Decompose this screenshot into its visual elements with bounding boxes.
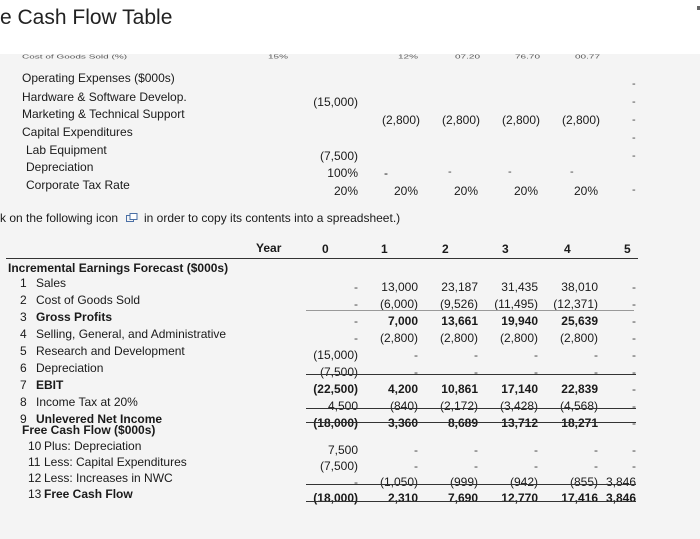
cell-value: (2,800) [439,331,478,345]
cut-row-value: 12% [398,54,419,61]
year-header: 5 [624,242,631,256]
cell-value: 13,661 [441,314,478,328]
row-label: Free Cash Flow [44,487,133,501]
cell-value: - [534,348,538,362]
assumption-value: (2,800) [501,113,540,127]
cell-value: (18,000) [313,416,358,430]
row-label: Depreciation [36,361,104,375]
cell-value: 22,839 [561,382,598,396]
fcf-section-title: Free Cash Flow ($000s) [22,423,156,437]
assumption-label: Depreciation [26,160,94,174]
subtotal-rule [306,374,636,375]
instruction-text-after: in order to copy its contents into a spreadsheet.) [144,211,401,225]
subtotal-rule [306,422,636,423]
assumption-label: Operating Expenses ($000s) [22,71,175,85]
assumption-label: Hardware & Software Develop. [22,90,187,104]
cell-value: 18,271 [561,416,598,430]
cell-value: 3,846 [605,491,636,505]
cell-value: - [474,348,478,362]
cell-value: (7,500) [319,459,358,473]
section-title: Incremental Earnings Forecast ($000s) [8,261,229,275]
row-number: 3 [20,310,27,324]
cell-value: - [414,365,418,379]
cell-value: 23,187 [441,280,478,294]
row-label: Selling, General, and Administrative [36,327,227,341]
assumption-value: (2,800) [441,113,480,127]
cell-value: - [632,399,636,413]
cell-value: - [632,459,636,473]
row-label: Gross Profits [36,310,113,324]
assumption-value: (2,800) [381,113,420,127]
row-label: EBIT [36,378,64,392]
copy-icon[interactable] [126,213,138,223]
cell-value: - [534,459,538,473]
assumption-value: 20% [513,184,538,198]
cell-value: - [632,416,636,430]
cell-value: - [354,314,358,328]
cell-value: (12,371) [553,297,598,311]
cell-value: - [414,348,418,362]
row-number: 8 [20,395,27,409]
cell-value: 4,500 [327,399,358,413]
assumption-label: Marketing & Technical Support [22,107,185,121]
assumption-value: 20% [393,184,418,198]
page-title: e Cash Flow Table [0,6,173,29]
cell-value: 13,712 [501,416,538,430]
subtotal-rule [306,484,636,485]
cell-value: (999) [449,475,478,489]
row-number: 6 [20,361,27,375]
row-number: 4 [20,327,27,341]
cell-value: - [354,280,358,294]
assumption-value: (2,800) [561,113,600,127]
cell-value: - [594,459,598,473]
cell-value: 31,435 [501,280,538,294]
cell-value: 8,689 [447,416,478,430]
cell-value: (2,800) [379,331,418,345]
cell-value: - [354,475,358,489]
cell-value: - [594,348,598,362]
cell-value: 25,639 [561,314,598,328]
cell-value: 19,940 [501,314,538,328]
cell-value: 17,140 [501,382,538,396]
cell-value: (942) [509,475,538,489]
header-rule [6,258,638,259]
row-number: 1 [20,276,27,290]
cell-value: (840) [389,399,418,413]
cell-value: - [632,314,636,328]
row-label: Income Tax at 20% [36,395,138,409]
assumption-value: 20% [573,184,598,198]
cell-value: 7,000 [387,314,418,328]
cell-value: - [534,443,538,457]
row-number: 9 [20,412,27,426]
cell-value: (7,500) [319,365,358,379]
cell-value: 13,000 [381,280,418,294]
cell-value: 38,010 [561,280,598,294]
assumption-value: 20% [333,184,358,198]
assumption-label: Capital Expenditures [22,125,133,139]
assumption-value: 100% [327,166,358,180]
row-label: Cost of Goods Sold [36,293,141,307]
assumption-value: (15,000) [313,95,358,109]
cut-row-value: 76.70 [515,54,541,61]
row-label: Plus: Depreciation [44,439,142,453]
year-header: 2 [442,242,449,256]
cell-value: 12,770 [501,491,538,505]
row-label: Sales [36,276,67,290]
cell-value: (9,526) [439,297,478,311]
year-header: 3 [502,242,509,256]
row-label: Unlevered Net Income [36,412,163,426]
row-number: 5 [20,344,27,358]
cell-value: 3,846 [605,475,636,489]
subtotal-rule [306,501,636,502]
row-number: 12 [28,471,42,485]
subtotal-rule [306,408,636,409]
year-label: Year [256,241,282,255]
year-header: 0 [322,242,329,256]
row-number: 7 [20,378,27,392]
cell-value: - [534,365,538,379]
cell-value: - [594,443,598,457]
cell-value: 4,200 [387,382,418,396]
cell-value: (2,800) [499,331,538,345]
cell-value: - [414,443,418,457]
cell-value: - [474,443,478,457]
assumption-value: - [384,166,388,180]
cell-value: - [632,382,636,396]
cell-value: (22,500) [313,382,358,396]
cell-value: 3,360 [387,416,418,430]
cell-value: - [632,297,636,311]
cut-row-value: 07.20 [455,54,481,61]
cell-value: - [632,280,636,294]
title-bar [0,0,700,40]
cell-value: - [354,297,358,311]
cell-value: - [354,331,358,345]
row-label: Less: Capital Expenditures [44,455,187,469]
cell-value: (6,000) [379,297,418,311]
cell-value: - [594,365,598,379]
cell-value: (855) [569,475,598,489]
cell-value: (1,050) [379,475,418,489]
subtotal-rule [306,310,634,311]
year-header: 1 [381,242,388,256]
cell-value: - [632,348,636,362]
cell-value: - [632,443,636,457]
spreadsheet-panel: Cost of Goods Sold (%) 15% 12% 07.20 76.70 00.77 Operating Expenses ($000s) Hardware & Software Develop. (15,000) Marketing & Technical Support (2,800) (2,800) (2,800) (2,800) Capital Expenditures Lab Equipment (7,500) Depreciation 100% - Corporate Tax Rate 20% 20% 20% 20% 20% - - - - - - - - - k on the following icon in order to copy its contents into a spreadsheet.) Year 0 1 2 3 4 5 Incremental Earnings Forecast ($000s) 1 Sales - 13,000 23,187 31,435 38,010 - 2 Cost of Goods Sold - (6,000) (9,526) (11,495) (12,371) - 3 Gross Profits - 7,000 13,661 19,940 25,639 - 4 Selling, General, and Administrative - (2,800) (2,800) (2,800) (2,800) - 5 Research and Development (15,000) - - - - - 6 Depreciation (7,500) - - - - - 7 EBIT (22,500) 4,200 10,861 17,140 22,839 - 8 Income Tax at 20% 4,500 (840) (2,172) (3,428) (4,568) - 9 Unlevered Net Income (18,000) 3,360 8,689 13,712 18,271 - Free Cash Flow ($000s) 10 Plus: Depreciation 7,500 - - - - - 11 Less: Capital Expenditures (7,500) - - - - - 12 Less: Increases in NWC - (1,050) (999) (942) (855) 3,846 13 Free Cash Flow (18,000) 2,310 7,690 12,770 17,416 3,846 [0,54,700,539]
assumption-value: 20% [453,184,478,198]
cell-value: 17,416 [561,491,598,505]
cell-value: (15,000) [313,348,358,362]
year-header: 4 [564,242,571,256]
row-number: 13 [28,487,42,501]
row-label: Research and Development [36,344,185,358]
cell-value: 7,690 [447,491,478,505]
cell-value: - [474,365,478,379]
cell-value: (3,428) [499,399,538,413]
cell-value: (18,000) [313,491,358,505]
assumption-label: Corporate Tax Rate [26,178,130,192]
assumption-value: (7,500) [319,149,358,163]
cell-value: (2,172) [439,399,478,413]
row-number: 2 [20,293,27,307]
cell-value: - [474,459,478,473]
cell-value: (4,568) [559,399,598,413]
cell-value: - [632,331,636,345]
cell-value: (2,800) [559,331,598,345]
cell-value: - [632,365,636,379]
cut-row-label: Cost of Goods Sold (%) [22,54,128,61]
assumption-label: Lab Equipment [26,143,107,157]
cut-row-value: 15% [268,54,289,61]
row-label: Less: Increases in NWC [44,471,173,485]
cell-value: (11,495) [494,297,538,311]
row-number: 10 [28,439,42,453]
cell-value: 10,861 [441,382,478,396]
instruction-text-before: k on the following icon [0,211,119,225]
cell-value: 7,500 [327,443,358,457]
cell-value: 2,310 [387,491,418,505]
row-number: 11 [28,455,41,469]
cut-row-value: 00.77 [575,54,601,61]
cell-value: - [414,459,418,473]
